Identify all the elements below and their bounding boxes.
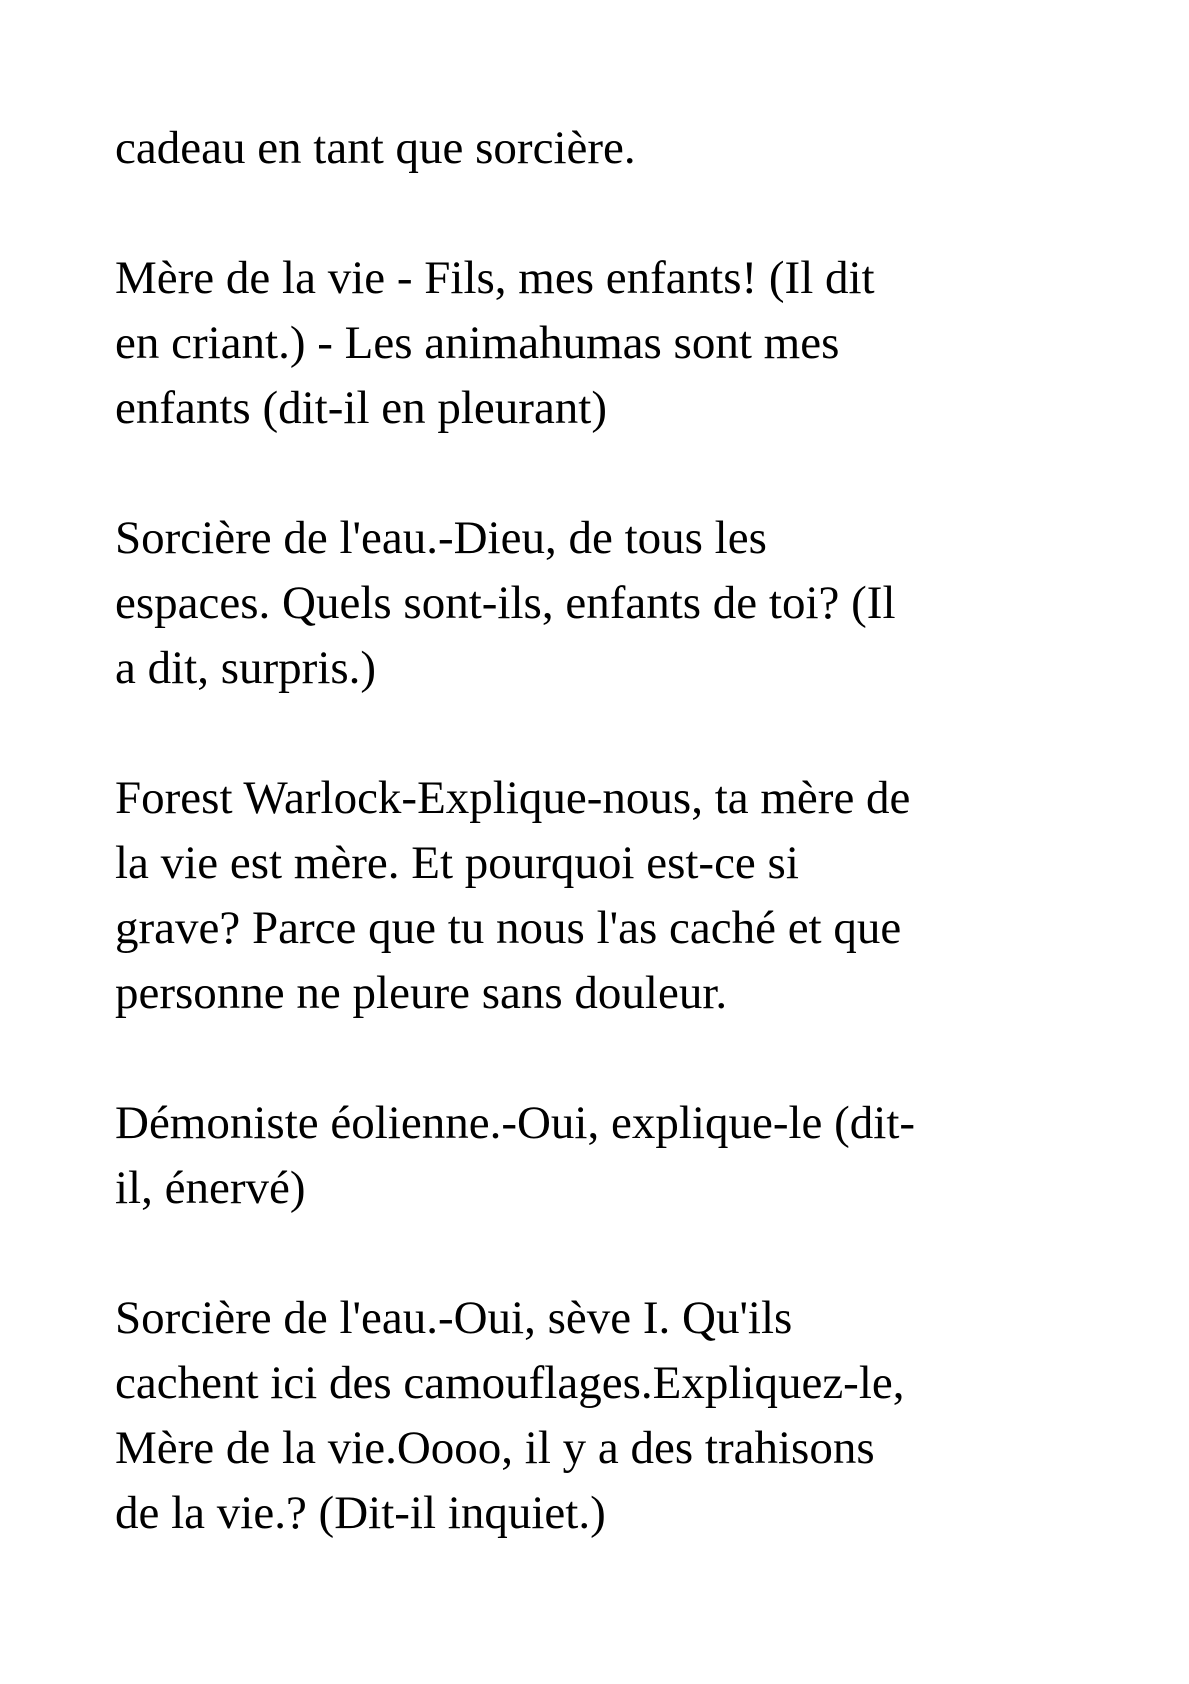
paragraph-4 bbox=[115, 766, 1075, 1026]
text-line: cadeau en tant que sorcière. bbox=[115, 122, 636, 174]
text-line: Démoniste éolienne.-Oui, explique-le (dit- bbox=[115, 1097, 916, 1149]
paragraph-6 bbox=[115, 1286, 1075, 1546]
text-line: Sorcière de l'eau.-Dieu, de tous les bbox=[115, 512, 767, 564]
text-line: en criant.) - Les animahumas sont mes bbox=[115, 317, 840, 369]
paragraph-5 bbox=[115, 1091, 1075, 1221]
text-line: de la vie.? (Dit-il inquiet.) bbox=[115, 1487, 606, 1539]
paragraph-2 bbox=[115, 246, 1075, 441]
text-line: grave? Parce que tu nous l'as caché et que bbox=[115, 902, 902, 954]
text-line: Sorcière de l'eau.-Oui, sève I. Qu'ils bbox=[115, 1292, 793, 1344]
text-line: cachent ici des camouflages.Expliquez-le, bbox=[115, 1357, 905, 1409]
text-line: a dit, surpris.) bbox=[115, 642, 377, 694]
text-line: enfants (dit-il en pleurant) bbox=[115, 382, 608, 434]
text-line: Mère de la vie - Fils, mes enfants! (Il dit bbox=[115, 252, 875, 304]
paragraph-3 bbox=[115, 506, 1075, 701]
text-line: la vie est mère. Et pourquoi est-ce si bbox=[115, 837, 799, 889]
paragraph-1 bbox=[115, 116, 1075, 181]
text-line: Mère de la vie.Oooo, il y a des trahisons bbox=[115, 1422, 875, 1474]
text-line: espaces. Quels sont-ils, enfants de toi? (Il bbox=[115, 577, 896, 629]
text-line: personne ne pleure sans douleur. bbox=[115, 967, 728, 1019]
text-line: il, énervé) bbox=[115, 1162, 306, 1214]
text-line: Forest Warlock-Explique-nous, ta mère de bbox=[115, 772, 911, 824]
document-body bbox=[115, 116, 1075, 1611]
